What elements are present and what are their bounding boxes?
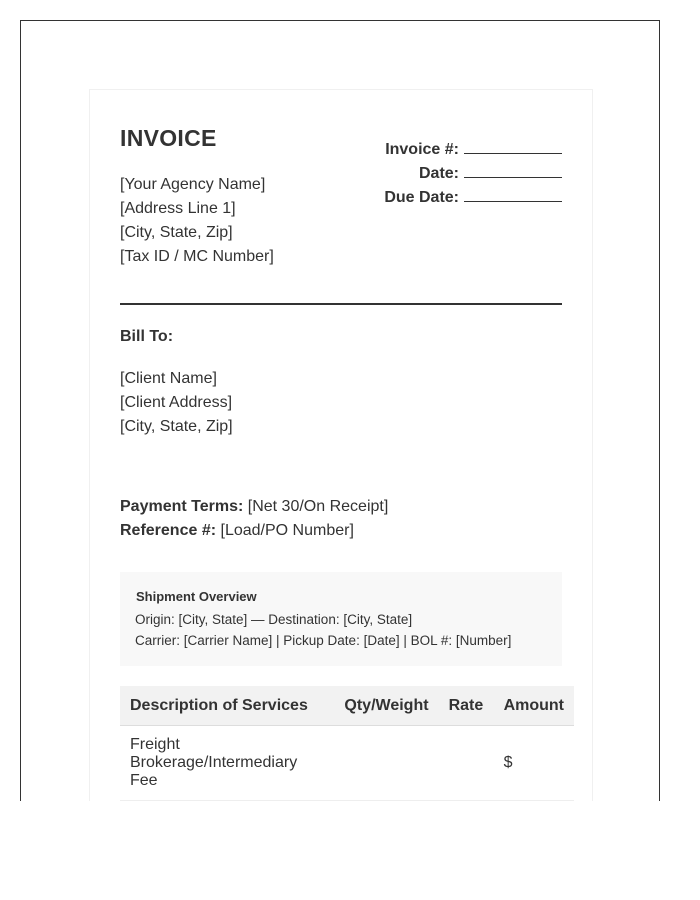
- shipment-overview-title: Shipment Overview: [136, 589, 257, 604]
- agency-address-block: [120, 173, 274, 269]
- header-description: Description of Services: [120, 686, 334, 726]
- header-amount: Amount: [494, 686, 574, 726]
- shipment-overview-box: [120, 572, 562, 666]
- header-divider: [120, 303, 562, 305]
- agency-address-line: [Address Line 1]: [120, 200, 236, 217]
- reference-value: [Load/PO Number]: [220, 522, 354, 539]
- agency-tax-id: [Tax ID / MC Number]: [120, 248, 274, 265]
- terms-block: [120, 495, 388, 543]
- reference-row: [120, 519, 388, 543]
- agency-name: [Your Agency Name]: [120, 176, 266, 193]
- row-qty: [334, 726, 438, 801]
- bill-to-block: [120, 367, 233, 439]
- shipment-carrier-details: Carrier: [Carrier Name] | Pickup Date: [Date] | BOL #: [Number]: [135, 633, 512, 648]
- payment-terms-row: [120, 495, 388, 519]
- reference-label: Reference #:: [120, 522, 217, 539]
- invoice-due-date-row: [302, 186, 562, 210]
- client-city-state-zip: [City, State, Zip]: [120, 418, 233, 435]
- invoice-number-label: Invoice #:: [385, 141, 459, 158]
- agency-city-state-zip: [City, State, Zip]: [120, 224, 233, 241]
- invoice-number-blank: [464, 139, 562, 154]
- invoice-date-label: Date:: [418, 165, 459, 182]
- services-table-header: [120, 686, 574, 726]
- header-qty-weight: Qty/Weight: [334, 686, 438, 726]
- client-name: [Client Name]: [120, 370, 217, 387]
- invoice-date-blank: [464, 163, 562, 178]
- invoice-title: INVOICE: [120, 125, 217, 151]
- shipment-origin-destination: Origin: [City, State] — Destination: [City, State]: [135, 612, 413, 627]
- row-rate: [439, 726, 494, 801]
- client-address: [Client Address]: [120, 394, 233, 411]
- invoice-due-date-blank: [464, 187, 562, 202]
- row-description: Freight Brokerage/Intermediary Fee: [120, 726, 334, 801]
- invoice-date-row: [302, 162, 562, 186]
- row-amount: $: [494, 726, 574, 801]
- invoice-meta: [302, 138, 562, 210]
- payment-terms-value: [Net 30/On Receipt]: [247, 498, 389, 515]
- bill-to-label: Bill To:: [120, 328, 174, 345]
- invoice-number-row: [302, 138, 562, 162]
- services-table: [120, 686, 574, 801]
- payment-terms-label: Payment Terms:: [120, 498, 244, 515]
- header-rate: Rate: [439, 686, 494, 726]
- table-row: [120, 726, 574, 801]
- invoice-due-date-label: Due Date:: [384, 189, 459, 206]
